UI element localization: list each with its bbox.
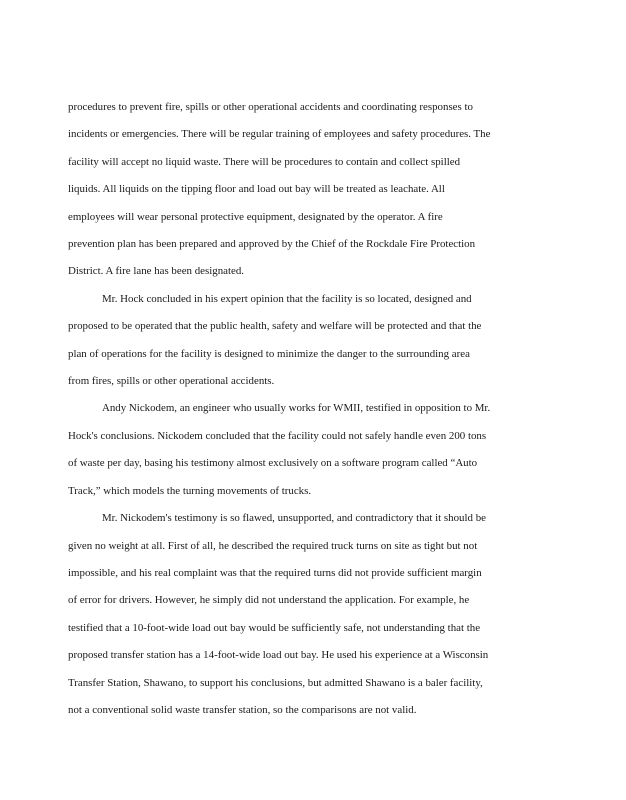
- paragraph-nickodem-testimony: Andy Nickodem, an engineer who usually works for WMII, testified in opposition to Mr. Hock's conclusions. Nickodem concluded that the facility could not safely handle even 200 tons of waste per day, basing his testimony almost exclusively on a software program called “Auto Track,” which models the turning movements of trucks.: [68, 402, 491, 497]
- paragraph-hock-conclusion: Mr. Hock concluded in his expert opinion that the facility is so located, designed and proposed to be operated that the public health, safety and welfare will be protected and that the plan of operations for the facility is designed to minimize the danger to the surrounding area from fires, spills or other operational accidents.: [68, 292, 482, 388]
- body-text: [68, 94, 544, 724]
- paragraph-nickodem-critique: Mr. Nickodem's testimony is so flawed, unsupported, and contradictory that it should be given no weight at all. First of all, he described the required truck turns on site as tight but not impossible, and his real complaint was that the required turns did not provide sufficient margin of error for drivers. However, he simply did not understand the application. For example, he testified that a 10-foot-wide load out bay would be sufficiently safe, not understanding that the proposed transfer station has a 14-foot-wide load out bay. He used his experience at a Wisconsin Transfer Station, Shawano, to support his conclusions, but admitted Shawano is a baler facility, not a conventional solid waste transfer station, so the comparisons are not valid.: [68, 512, 489, 716]
- paragraph-fire-safety-procedures: procedures to prevent fire, spills or other operational accidents and coordinating responses to incidents or emergencies. There will be regular training of employees and safety procedures. The facility will accept no liquid waste. There will be procedures to contain and collect spilled liquids. All liquids on the tipping floor and load out bay will be treated as leachate. All employees will wear personal protective equipment, designated by the operator. A fire prevention plan has been prepared and approved by the Chief of the Rockdale Fire Protection District. A fire lane has been designated.: [68, 101, 491, 278]
